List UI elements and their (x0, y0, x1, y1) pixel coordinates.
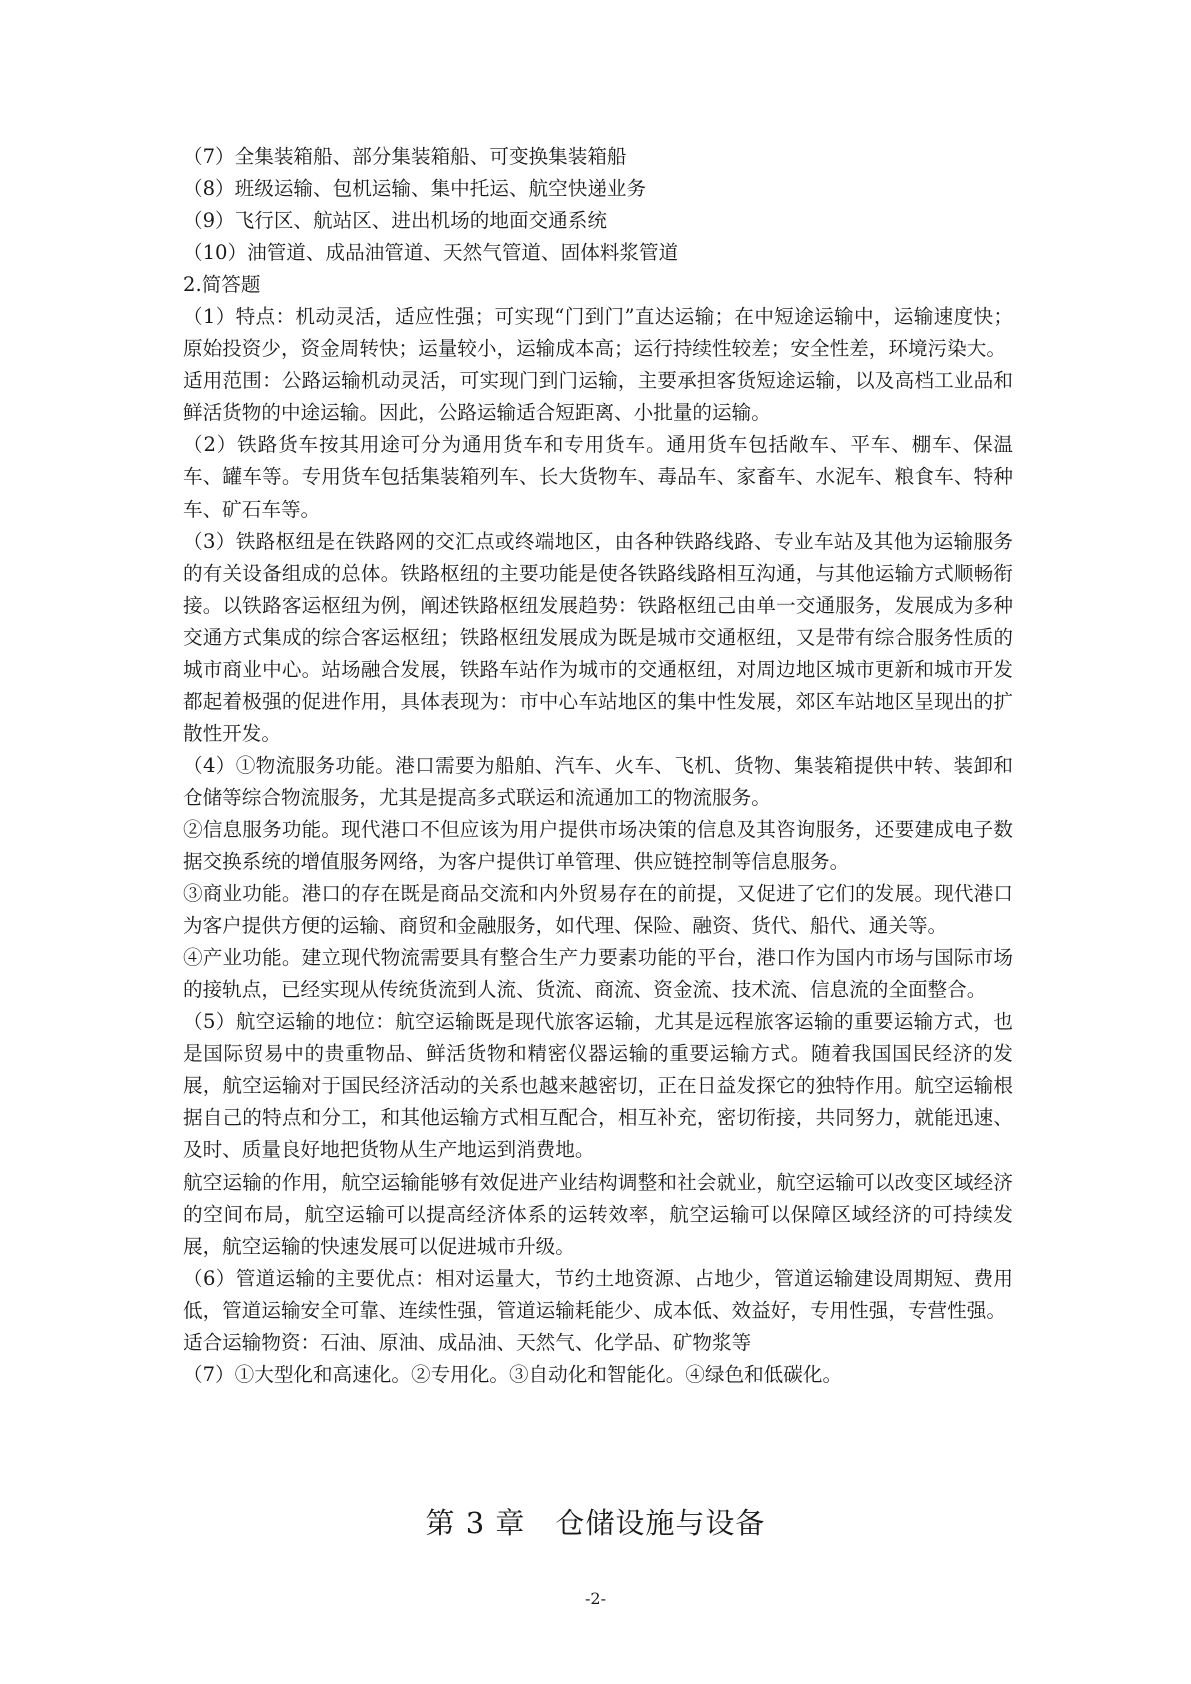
short-answer-3: （3）铁路枢纽是在铁路网的交汇点或终端地区，由各种铁路线路、专业车站及其他为运输服务的有关设备组成的总体。铁路枢纽的主要功能是使各铁路线路相互沟通，与其他运输方式顺畅衔接。以铁路客运枢纽为例，阐述铁路枢纽发展趋势：铁路枢纽己由单一交通服务，发展成为多种交通方式集成的综合客运枢纽；铁路枢纽发展成为既是城市交通枢纽，又是带有综合服务性质的城市商业中心。站场融合发展，铁路车站作为城市的交通枢纽，对周边地区城市更新和城市开发都起着极强的促进作用，具体表现为：市中心车站地区的集中性发展，郊区车站地区呈现出的扩散性开发。 (183, 529, 1013, 745)
chapter-title: 第 3 章 仓储设施与设备 (425, 1506, 766, 1540)
section-heading: 2.简答题 (183, 273, 261, 297)
page-body (183, 141, 1013, 1391)
short-answer-1: （1）特点：机动灵活，适应性强；可实现“门到门”直达运输；在中短途运输中，运输速度快；原始投资少，资金周转快；运量较小，运输成本高；运行持续性较差；安全性差，环境污染大。 (183, 305, 1013, 361)
page-number: -2- (585, 1589, 606, 1608)
short-answer-5-role: 航空运输的作用，航空运输能够有效促进产业结构调整和社会就业，航空运输可以改变区域经济的空间布局，航空运输可以提高经济体系的运转效率，航空运输可以保障区域经济的可持续发展，航空运输的快速发展可以促进城市升级。 (183, 1170, 1013, 1258)
answer-item-7: （7）全集装箱船、部分集装箱船、可变换集装箱船 (183, 145, 627, 168)
short-answer-4-industry: ④产业功能。建立现代物流需要具有整合生产力要素功能的平台，港口作为国内市场与国际市场的接轨点，已经实现从传统货流到人流、货流、商流、资金流、技术流、信息流的全面整合。 (183, 946, 1013, 1002)
answer-item-10: （10）油管道、成品油管道、天然气管道、固体料浆管道 (183, 241, 679, 265)
short-answer-4-commerce: ③商业功能。港口的存在既是商品交流和内外贸易存在的前提，又促进了它们的发展。现代港口为客户提供方便的运输、商贸和金融服务，如代理、保险、融资、货代、船代、通关等。 (183, 882, 1013, 938)
short-answer-6-materials: 适合运输物资：石油、原油、成品油、天然气、化学品、矿物浆等 (183, 1330, 752, 1354)
short-answer-6: （6）管道运输的主要优点：相对运量大，节约土地资源、占地少，管道运输建设周期短、费用低，管道运输安全可靠、连续性强，管道运输耗能少、成本低、效益好，专用性强，专营性强。 (183, 1266, 1013, 1322)
short-answer-1-scope: 适用范围：公路运输机动灵活，可实现门到门运输，主要承担客货短途运输，以及高档工业品和鲜活货物的中途运输。因此，公路运输适合短距离、小批量的运输。 (183, 369, 1013, 425)
short-answer-4-information: ②信息服务功能。现代港口不但应该为用户提供市场决策的信息及其咨询服务，还要建成电子数据交换系统的增值服务网络，为客户提供订单管理、供应链控制等信息服务。 (183, 817, 1013, 874)
short-answer-7: （7）①大型化和高速化。②专用化。③自动化和智能化。④绿色和低碳化。 (183, 1362, 843, 1386)
answer-item-8: （8）班级运输、包机运输、集中托运、航空快递业务 (183, 177, 647, 201)
short-answer-4-logistics: （4）①物流服务功能。港口需要为船舶、汽车、火车、飞机、货物、集装箱提供中转、装卸和仓储等综合物流服务，尤其是提高多式联运和流通加工的物流服务。 (183, 753, 1013, 809)
short-answer-2: （2）铁路货车按其用途可分为通用货车和专用货车。通用货车包括敞车、平车、棚车、保温车、罐车等。专用货车包括集装箱列车、长大货物车、毒品车、家畜车、水泥车、粮食车、特种车、矿石车等。 (183, 433, 1013, 521)
answer-item-9: （9）飞行区、航站区、进出机场的地面交通系统 (183, 209, 607, 233)
short-answer-5-status: （5）航空运输的地位：航空运输既是现代旅客运输，尤其是远程旅客运输的重要运输方式，也是国际贸易中的贵重物品、鲜活货物和精密仪器运输的重要运输方式。随着我国国民经济的发展，航空运输对于国民经济活动的关系也越来越密切，正在日益发探它的独特作用。航空运输根据自己的特点和分工，和其他运输方式相互配合，相互补充，密切衔接，共同努力，就能迅速、及时、质量良好地把货物从生产地运到消费地。 (183, 1010, 1013, 1162)
